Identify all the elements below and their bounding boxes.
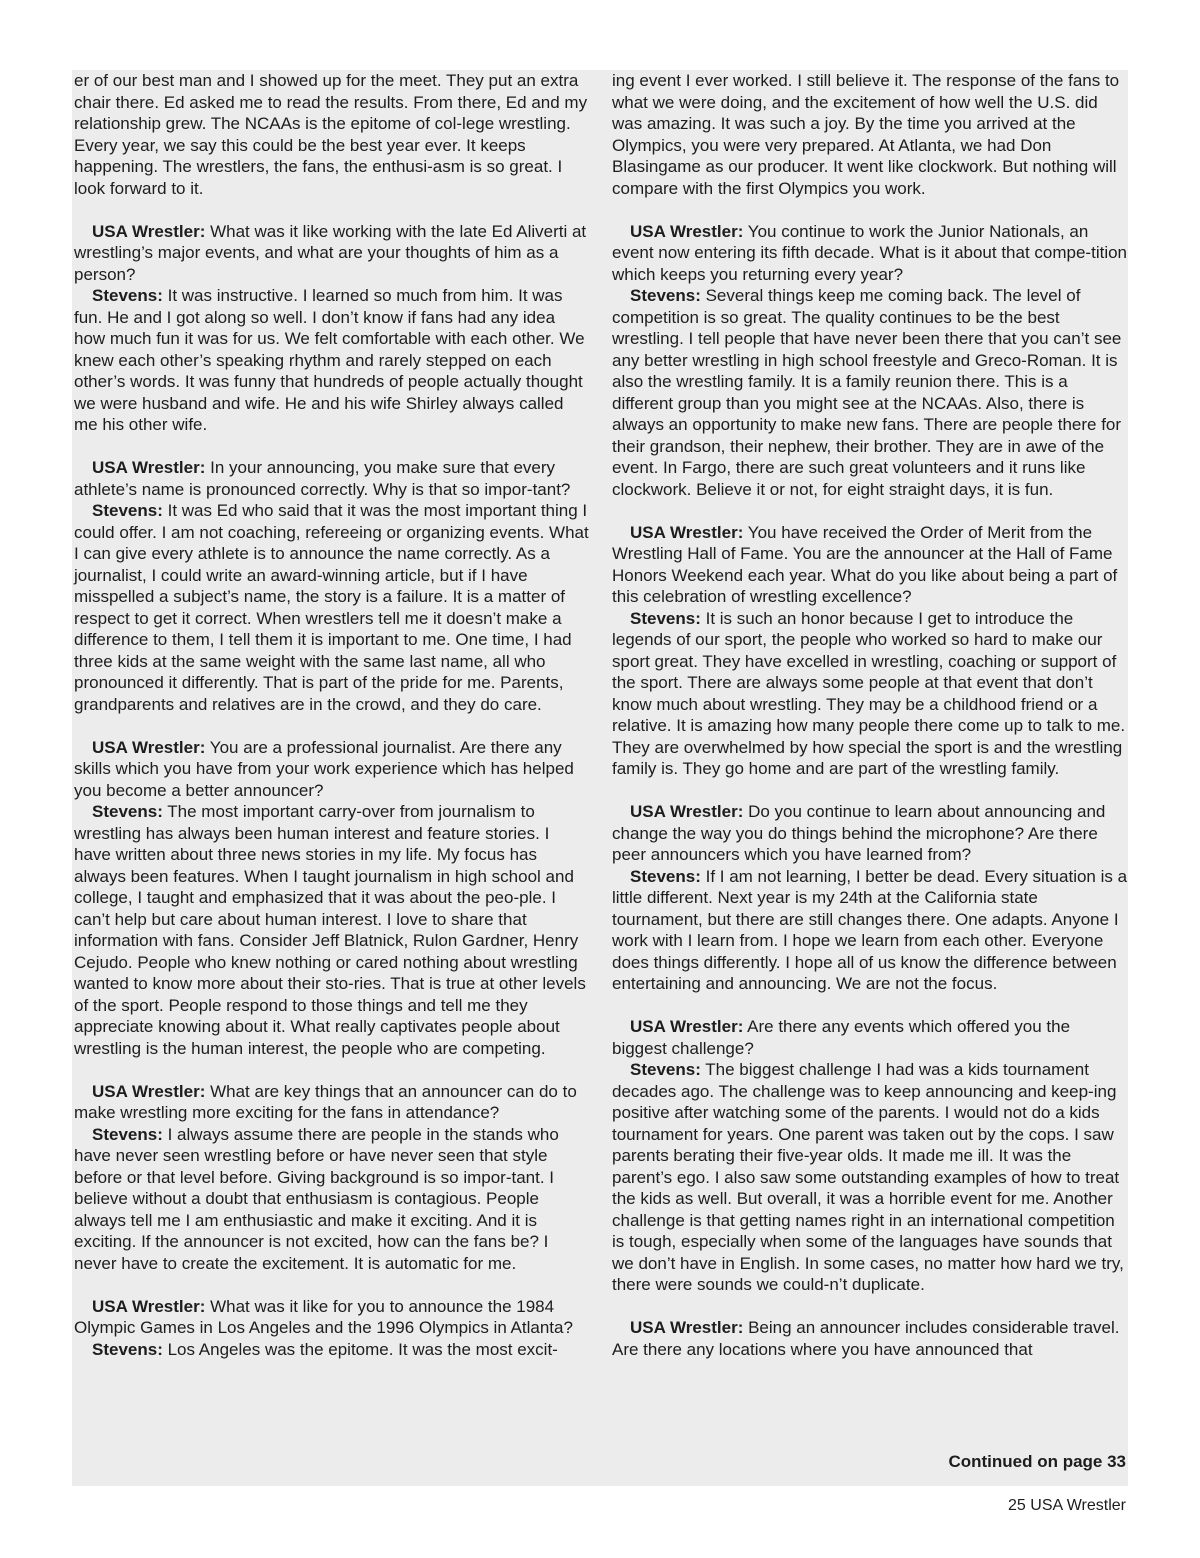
paragraph-text: Are there any events which offered you the biggest challenge?: [612, 1017, 1071, 1058]
interviewer-label: USA Wrestler:: [630, 1017, 744, 1036]
answer-paragraph: [612, 866, 1128, 995]
question-paragraph: [612, 801, 1128, 866]
paragraph-text: ing event I ever worked. I still believe it. The response of the fans to what we were doing, and the excitement of how well the U.S. did was amazing. It was such a joy. By the time you arrived at the Olympics, you were very prepared. At Atlanta, we had Don Blasingame as our producer. It went like clockwork. But nothing will compare with the first Olympics you work.: [612, 71, 1120, 198]
interviewer-label: USA Wrestler:: [630, 802, 744, 821]
paragraph-spacer: [74, 1059, 590, 1081]
answer-paragraph: [74, 1124, 590, 1275]
paragraph-text: The most important carry-over from journalism to wrestling has always been human interest and feature stories. I have written about three news stories in my life. My focus has always been features. When I taught journalism in high school and college, I taught and emphasized that it was about the peo-ple. I can’t help but care about human interest. I love to share that information with fans. Consider Jeff Blatnick, Rulon Gardner, Henry Cejudo. People who knew nothing or cared nothing about wrestling wanted to know more about their sto-ries. That is true at other levels of the sport. People respond to those things and tell me they appreciate knowing about it. What really captivates people about wrestling is the human interest, the people who are competing.: [74, 802, 586, 1058]
interviewer-label: USA Wrestler:: [92, 737, 206, 757]
question-paragraph: [612, 1016, 1128, 1059]
paragraph-text: What was it like working with the late Ed Aliverti at wrestling’s major events, and what are your thoughts of him as a person?: [74, 221, 587, 284]
paragraph-text: What was it like for you to announce the 1984 Olympic Games in Los Angeles and the 1996 Olympics in Atlanta?: [74, 1296, 573, 1337]
paragraph-text: You have received the Order of Merit from the Wrestling Hall of Fame. You are the announcer at the Hall of Fame Honors Weekend each year. What do you like about being a part of this celebration of wrestling excellence?: [612, 522, 1118, 606]
paragraph-text: Being an announcer includes considerable travel. Are there any locations where you have announced that: [612, 1318, 1120, 1359]
paragraph-text: You are a professional journalist. Are there any skills which you have from your work experience which has helped you become a better announcer?: [74, 737, 574, 800]
paragraph-text: Several things keep me coming back. The level of competition is so great. The quality continues to be the best wrestling. I tell people that have never been there that you can’t see any better wrestling in high school freestyle and Greco-Roman. It is also the wrestling family. It is a family reunion there. This is a different group than you might see at the NCAAs. Also, there is always an opportunity to make new fans. There are people there for their grandson, their nephew, their brother. They are in awe of the event. In Fargo, there are such great volunteers and it runs like clockwork. Believe it or not, for eight straight days, it is fun.: [612, 286, 1122, 499]
paragraph-text: Los Angeles was the epitome. It was the most excit-: [162, 1339, 558, 1359]
paragraph-spacer: [612, 780, 1128, 802]
paragraph-spacer: [612, 500, 1128, 522]
interviewer-label: USA Wrestler:: [630, 221, 744, 241]
question-paragraph: [74, 1296, 590, 1339]
question-paragraph: [612, 522, 1128, 608]
question-paragraph: [74, 221, 590, 286]
interviewer-label: USA Wrestler:: [92, 221, 206, 241]
paragraph-text: In your announcing, you make sure that every athlete’s name is pronounced correctly. Why is that so impor-tant?: [74, 458, 571, 499]
article-column-left: [74, 70, 590, 1360]
speaker-label: Stevens:: [630, 286, 701, 305]
paragraph-spacer: [612, 199, 1128, 221]
speaker-label: Stevens:: [92, 501, 163, 520]
paragraph-text: It was Ed who said that it was the most important thing I could offer. I am not coaching, refereeing or organizing events. What I can give every athlete is to announce the name correctly. As a journalist, I could write an award-winning article, but if I have misspelled a subject’s name, the story is a failure. It is a matter of respect to get it correct. When wrestlers tell me it doesn’t make a difference to them, I tell them it is important to me. One time, I had three kids at the same weight with the same last name, all who pronounced it differently. That is part of the pride for me. Parents, grandparents and relatives are in the crowd, and they do care.: [74, 501, 589, 714]
question-paragraph: [74, 737, 590, 802]
paragraph-text: You continue to work the Junior Nationals, an event now entering its fifth decade. What is it about that compe-tition which keeps you returning every year?: [612, 221, 1128, 284]
interviewer-label: USA Wrestler:: [630, 522, 744, 542]
speaker-label: Stevens:: [630, 608, 701, 628]
article-column-right: [612, 70, 1128, 1360]
interviewer-label: USA Wrestler:: [92, 458, 206, 477]
text-paragraph: [612, 70, 1128, 199]
speaker-label: Stevens:: [92, 1124, 163, 1144]
paragraph-text: Do you continue to learn about announcing and change the way you do things behind the microphone? Are there peer announcers which you have learned from?: [612, 802, 1106, 864]
answer-paragraph: [74, 285, 590, 436]
paragraph-spacer: [74, 1274, 590, 1296]
speaker-label: Stevens:: [630, 866, 701, 886]
answer-paragraph: [74, 500, 590, 715]
paragraph-text: er of our best man and I showed up for the meet. They put an extra chair there. Ed asked me to read the results. From there, Ed and my relationship grew. The NCAAs is the epitome of col-lege wrestling. Every year, we say this could be the best year ever. It keeps happening. The wrestlers, the fans, the enthusi-asm is so great. I look forward to it.: [74, 71, 588, 198]
paragraph-text: If I am not learning, I better be dead. Every situation is a little different. Next year is my 24th at the California state tournament, but there are still changes there. One adapts. Anyone I work with I learn from. I hope we learn from each other. Everyone does things differently. I hope all of us know the difference between entertaining and announcing. We are not the focus.: [612, 866, 1128, 993]
paragraph-text: The biggest challenge I had was a kids tournament decades ago. The challenge was to keep announcing and keep-ing positive after watching some of the parents. I would not do a kids tournament for years. One parent was taken out by the cops. I saw parents berating their five-year olds. It made me ill. It was the parent’s ego. I also saw some outstanding examples of how to treat the kids as well. But overall, it was a horrible event for me. Another challenge is that getting names right in an international competition is tough, especially when some of the languages have sounds that we don’t have in English. In some cases, no matter how hard we try, there were sounds we could-n’t duplicate.: [612, 1060, 1124, 1294]
answer-paragraph: [612, 608, 1128, 780]
paragraph-spacer: [74, 715, 590, 737]
answer-paragraph: [612, 1059, 1128, 1296]
paragraph-text: It was instructive. I learned so much from him. It was fun. He and I got along so well. I don’t know if fans had any idea how much fun it was for us. We felt comfortable with each other. We knew each other’s speaking rhythm and rarely stepped on each other’s words. It was funny that hundreds of people actually thought we were husband and wife. He and his wife Shirley always called me his other wife.: [74, 286, 585, 434]
paragraph-spacer: [612, 995, 1128, 1017]
paragraph-spacer: [74, 436, 590, 458]
paragraph-text: It is such an honor because I get to introduce the legends of our sport, the people who worked so hard to make our sport great. They have excelled in wrestling, coaching or support of the sport. There are always some people at that event that don’t know much about wrestling. They may be a childhood friend or a relative. It is amazing how many people there come up to talk to me. They are overwhelmed by how special the sport is and the wrestling family is. They go home and are part of the wrestling family.: [612, 608, 1126, 778]
speaker-label: Stevens:: [630, 1060, 701, 1079]
question-paragraph: [74, 457, 590, 500]
question-paragraph: [612, 221, 1128, 286]
paragraph-text: I always assume there are people in the stands who have never seen wrestling before or have never seen that style before or that level before. Giving background is so impor-tant. I believe without a doubt that enthusiasm is contagious. People always tell me I am enthusiastic and make it exciting. And it is exciting. If the announcer is not excited, how can the fans be? I never have to create the excitement. It is automatic for me.: [74, 1124, 559, 1273]
answer-paragraph: [74, 1339, 590, 1361]
question-paragraph: [612, 1317, 1128, 1360]
speaker-label: Stevens:: [92, 1339, 163, 1359]
continued-note: Continued on page 33: [948, 1452, 1126, 1471]
speaker-label: Stevens:: [92, 286, 163, 305]
answer-paragraph: [612, 285, 1128, 500]
interviewer-label: USA Wrestler:: [92, 1081, 206, 1101]
text-paragraph: [74, 70, 590, 199]
interviewer-label: USA Wrestler:: [92, 1296, 206, 1316]
page-folio: 25 USA Wrestler: [1008, 1497, 1126, 1514]
paragraph-spacer: [74, 199, 590, 221]
paragraph-text: What are key things that an announcer can do to make wrestling more exciting for the fans in attendance?: [74, 1081, 577, 1122]
answer-paragraph: [74, 801, 590, 1059]
interviewer-label: USA Wrestler:: [630, 1318, 744, 1337]
question-paragraph: [74, 1081, 590, 1124]
paragraph-spacer: [612, 1296, 1128, 1318]
speaker-label: Stevens:: [92, 802, 163, 821]
